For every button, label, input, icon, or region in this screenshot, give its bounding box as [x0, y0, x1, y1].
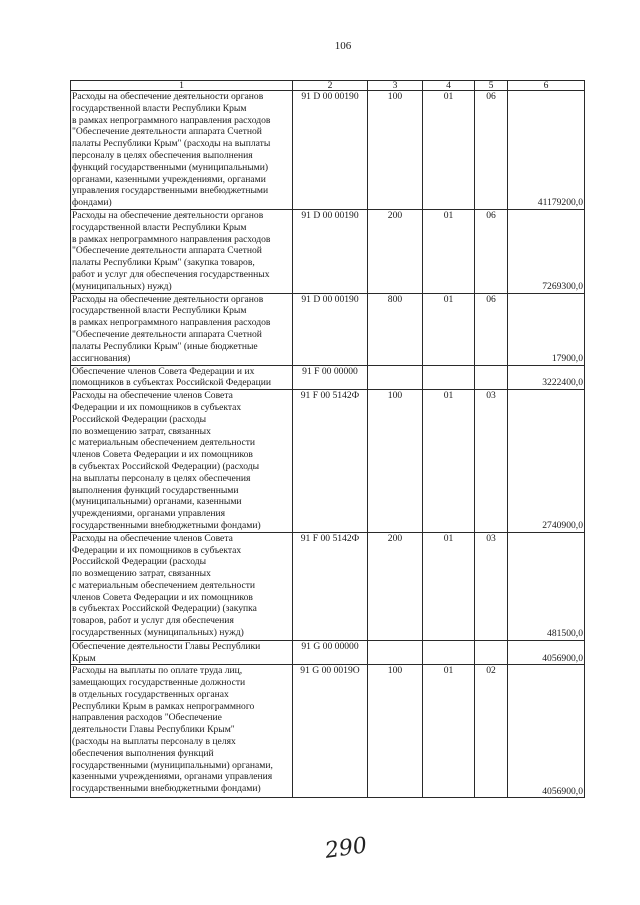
amount-cell: 41179200,0 — [508, 91, 585, 210]
header-cell: 3 — [368, 81, 423, 91]
subsection-cell — [475, 640, 508, 665]
description-line: государственной власти Республики Крым — [72, 102, 247, 114]
description-line: "Обеспечение деятельности аппарата Счетной — [72, 328, 262, 340]
code-cell: 91 F 00 5142Ф — [293, 390, 368, 533]
description-line: Обеспечение деятельности Главы Республики — [72, 640, 261, 652]
description-line: в субъектах Российской Федерации) (закупка — [72, 603, 257, 615]
description-line: казенными учреждениями, органами управления — [72, 771, 273, 783]
description-line: государственных (муниципальных) нужд) — [72, 627, 244, 639]
table-row — [71, 532, 585, 640]
section-cell: 01 — [423, 532, 475, 640]
description-line: Расходы на выплаты по оплате труда лиц, — [72, 665, 243, 677]
description-line: по возмещению затрат, связанных — [72, 568, 211, 580]
table-row — [71, 209, 585, 293]
amount-cell: 17900,0 — [508, 293, 585, 365]
amount-cell: 3222400,0 — [508, 365, 585, 390]
description-cell — [71, 665, 293, 798]
description-line: Республики Крым в рамках непрограммного — [72, 700, 255, 712]
description-line: "Обеспечение деятельности аппарата Счетной — [72, 245, 262, 257]
handwritten-page-number: 290 — [323, 833, 369, 864]
section-cell: 01 — [423, 665, 475, 798]
description-line: "Обеспечение деятельности аппарата Счетной — [72, 126, 262, 138]
description-line: органами, казенными учреждениями, органами — [72, 173, 266, 185]
description-line: с материальным обеспечением деятельности — [72, 579, 256, 591]
description-line: Расходы на обеспечение деятельности органов — [72, 293, 264, 305]
description-line: персоналу в целях обеспечения выполнения — [72, 149, 253, 161]
description-line: товаров, работ и услуг для обеспечения — [72, 615, 234, 627]
table-row — [71, 293, 585, 365]
section-cell: 01 — [423, 209, 475, 293]
expense-type-cell: 100 — [368, 91, 423, 210]
code-cell: 91 D 00 00190 — [293, 91, 368, 210]
description-line: Расходы на обеспечение членов Совета — [72, 390, 233, 402]
header-cell: 1 — [71, 81, 293, 91]
code-cell: 91 G 00 00000 — [293, 640, 368, 665]
description-line: Крым — [72, 652, 96, 664]
subsection-cell: 03 — [475, 390, 508, 533]
description-line: членов Совета Федерации и их помощников — [72, 449, 253, 461]
description-line: фондами) — [72, 197, 112, 209]
amount-cell: 481500,0 — [508, 532, 585, 640]
section-cell — [423, 640, 475, 665]
header-cell: 4 — [423, 81, 475, 91]
header-cell: 2 — [293, 81, 368, 91]
code-cell: 91 F 00 00000 — [293, 365, 368, 390]
description-line: Расходы на обеспечение деятельности органов — [72, 91, 264, 102]
description-cell — [71, 640, 293, 665]
description-line: Российской Федерации (расходы — [72, 556, 207, 568]
description-cell — [71, 390, 293, 533]
code-cell: 91 D 00 00190 — [293, 293, 368, 365]
description-line: в рамках непрограммного направления расходов — [72, 317, 271, 329]
subsection-cell: 06 — [475, 91, 508, 210]
description-line: по возмещению затрат, связанных — [72, 425, 211, 437]
description-line: Расходы на обеспечение членов Совета — [72, 532, 233, 544]
page-number: 106 — [334, 40, 352, 52]
description-line: работ и услуг для обеспечения государственных — [72, 268, 270, 280]
description-cell — [71, 209, 293, 293]
description-line: выполнения функций государственными — [72, 484, 239, 496]
description-cell — [71, 365, 293, 390]
description-line: помощников в субъектах Российской Федерации — [72, 377, 272, 389]
description-line: государственной власти Республики Крым — [72, 305, 247, 317]
header-cell: 5 — [475, 81, 508, 91]
description-line: Обеспечение членов Совета Федерации и их — [72, 365, 255, 377]
description-cell — [71, 532, 293, 640]
amount-cell: 7269300,0 — [508, 209, 585, 293]
code-cell: 91 F 00 5142Ф — [293, 532, 368, 640]
expense-type-cell — [368, 365, 423, 390]
description-line: государственной власти Республики Крым — [72, 221, 247, 233]
expense-type-cell: 100 — [368, 390, 423, 533]
description-line: (муниципальных) нужд) — [72, 280, 172, 292]
expense-type-cell — [368, 640, 423, 665]
amount-cell: 4056900,0 — [508, 640, 585, 665]
description-line: деятельности Главы Республики Крым" — [72, 724, 235, 736]
description-cell — [71, 293, 293, 365]
header-cell: 6 — [508, 81, 585, 91]
expense-type-cell: 200 — [368, 209, 423, 293]
description-line: Федерации и их помощников в субъектах — [72, 401, 242, 413]
expense-type-cell: 100 — [368, 665, 423, 798]
description-line: Федерации и их помощников в субъектах — [72, 544, 242, 556]
table-header-row — [71, 81, 585, 91]
code-cell: 91 D 00 00190 — [293, 209, 368, 293]
description-cell — [71, 91, 293, 210]
section-cell — [423, 365, 475, 390]
description-line: в рамках непрограммного направления расходов — [72, 114, 271, 126]
description-line: учреждениями, органами управления — [72, 508, 226, 520]
table-row — [71, 91, 585, 210]
description-line: на выплаты персоналу в целях обеспечения — [72, 472, 251, 484]
expense-type-cell: 800 — [368, 293, 423, 365]
table-row — [71, 390, 585, 533]
description-line: с материальным обеспечением деятельности — [72, 437, 256, 449]
description-line: палаты Республики Крым" (расходы на выплаты — [72, 138, 271, 150]
table-row — [71, 365, 585, 390]
code-cell: 91 G 00 0019O — [293, 665, 368, 798]
description-line: управления государственными внебюджетными — [72, 185, 269, 197]
description-line: (муниципальными) органами, казенными — [72, 496, 242, 508]
description-line: палаты Республики Крым" (иные бюджетные — [72, 340, 258, 352]
description-line: членов Совета Федерации и их помощников — [72, 591, 253, 603]
description-line: направления расходов "Обеспечение — [72, 712, 222, 724]
description-line: в субъектах Российской Федерации) (расходы — [72, 460, 260, 472]
description-line: Расходы на обеспечение деятельности органов — [72, 209, 264, 221]
section-cell: 01 — [423, 390, 475, 533]
budget-table — [70, 80, 585, 798]
description-line: государственными внебюджетными фондами) — [72, 519, 261, 531]
table-row — [71, 640, 585, 665]
description-line: палаты Республики Крым" (закупка товаров, — [72, 257, 255, 269]
description-line: замещающих государственные должности — [72, 677, 246, 689]
description-line: обеспечения выполнения функций — [72, 747, 214, 759]
description-line: в рамках непрограммного направления расходов — [72, 233, 271, 245]
expense-type-cell: 200 — [368, 532, 423, 640]
description-line: государственными внебюджетными фондами) — [72, 783, 261, 795]
amount-cell: 2740900,0 — [508, 390, 585, 533]
description-line: (расходы на выплаты персоналу в целях — [72, 736, 236, 748]
subsection-cell: 02 — [475, 665, 508, 798]
section-cell: 01 — [423, 91, 475, 210]
table-row — [71, 665, 585, 798]
subsection-cell: 03 — [475, 532, 508, 640]
description-line: функций государственными (муниципальными) — [72, 161, 269, 173]
description-line: Российской Федерации (расходы — [72, 413, 207, 425]
section-cell: 01 — [423, 293, 475, 365]
description-line: государственными (муниципальными) органами, — [72, 759, 273, 771]
description-line: в отдельных государственных органах — [72, 688, 229, 700]
subsection-cell: 06 — [475, 293, 508, 365]
description-line: ассигнования) — [72, 352, 131, 364]
subsection-cell — [475, 365, 508, 390]
subsection-cell: 06 — [475, 209, 508, 293]
amount-cell: 4056900,0 — [508, 665, 585, 798]
